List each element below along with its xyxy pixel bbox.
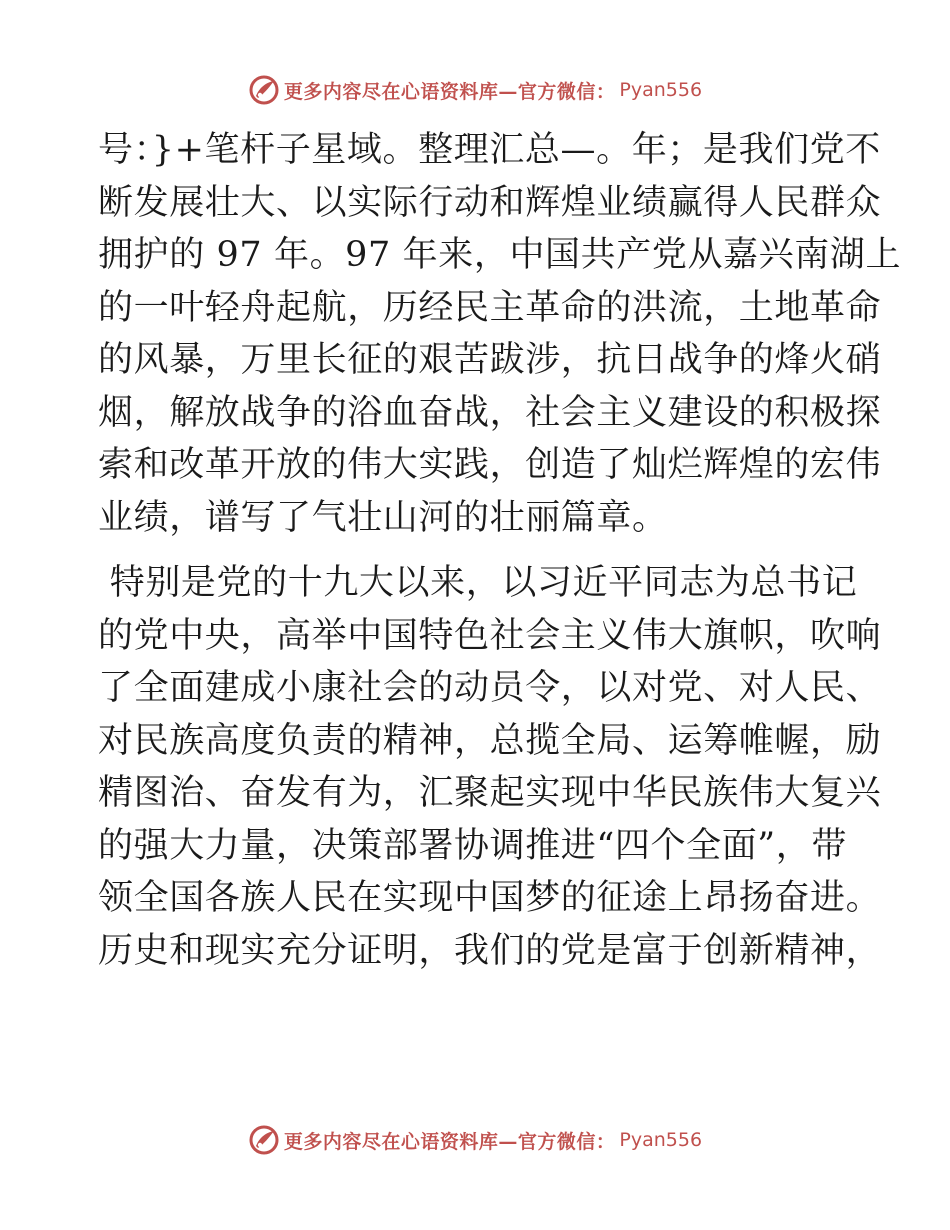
text-line: 烟，解放战争的浴血奋战，社会主义建设的积极探: [98, 392, 882, 433]
footer-wechat-id: Pyan556: [619, 1129, 703, 1151]
paragraph: [98, 557, 882, 977]
text-line: 的一叶轻舟起航，历经民主革命的洪流，土地革命: [98, 287, 882, 328]
text-line: 精图治、奋发有为，汇聚起实现中华民族伟大复兴: [98, 773, 882, 813]
footer-banner-text: 更多内容尽在心语资料库—官方微信：: [283, 1130, 616, 1153]
logo-icon: [248, 1124, 280, 1156]
header-banner-text: 更多内容尽在心语资料库—官方微信：: [283, 80, 616, 103]
text-line: 的强大力量，决策部署协调推进“四个全面”，带: [98, 825, 847, 866]
text-line: 的党中央，高举中国特色社会主义伟大旗帜，吹响: [98, 615, 882, 656]
logo-icon: [248, 74, 280, 106]
header-banner: [0, 72, 950, 108]
text-line: 特别是党的十九大以来，以习近平同志为总书记: [98, 563, 858, 603]
document-body: [98, 124, 902, 977]
paragraph: [98, 124, 902, 544]
header-wechat-id: Pyan556: [619, 79, 703, 101]
text-line: 的风暴，万里长征的艰苦跋涉，抗日战争的烽火硝: [98, 340, 882, 380]
text-line: 断发展壮大、以实际行动和辉煌业绩赢得人民群众: [98, 182, 882, 223]
paragraph-gap: [98, 544, 858, 557]
text-line: 号：}+笔杆子星域。整理汇总—。年；是我们党不: [98, 130, 881, 170]
text-line: 历史和现实充分证明，我们的党是富于创新精神，: [98, 930, 882, 971]
text-line: 对民族高度负责的精神，总揽全局、运筹帷幄，励: [98, 720, 882, 761]
footer-banner: [0, 1122, 950, 1158]
text-line: 领全国各族人民在实现中国梦的征途上昂扬奋进。: [98, 878, 882, 918]
text-line: 索和改革开放的伟大实践，创造了灿烂辉煌的宏伟: [98, 445, 882, 485]
text-line: 拥护的 97 年。97 年来，中国共产党从嘉兴南湖上: [98, 235, 902, 275]
text-line: 业绩，谱写了气壮山河的壮丽篇章。: [98, 497, 668, 538]
text-line: 了全面建成小康社会的动员令，以对党、对人民、: [98, 668, 882, 708]
